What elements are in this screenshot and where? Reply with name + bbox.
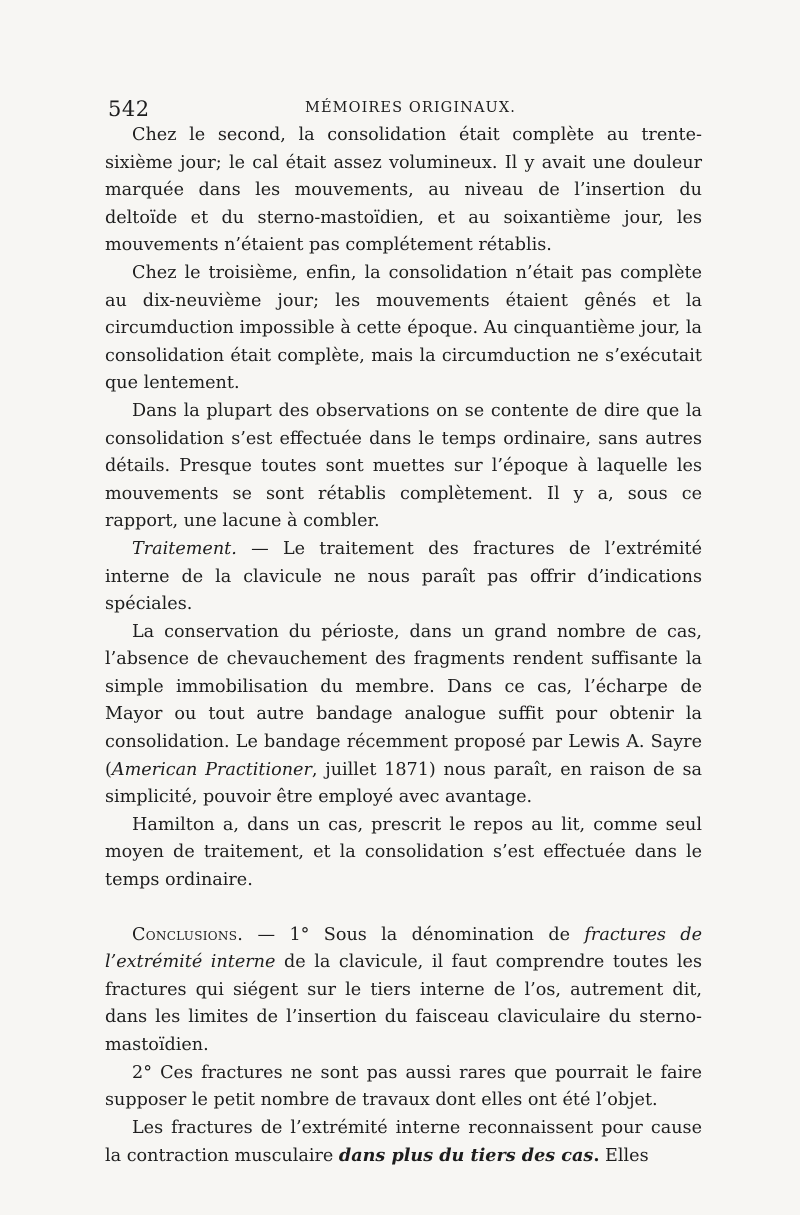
paragraph-conclusions (105, 922, 702, 1060)
paragraph-observations: Dans la plupart des observations on se contente de dire que la consolidation s’est effectuée dans le temps ordinaire, sans autres détails. Presque toutes sont muettes sur l’époque à laquelle les mouvements se sont rétablis complètement. Il y a, sous ce rapport, une lacune à combler. (105, 400, 702, 532)
paragraph-traitement-text: — Le traitement des fractures de l’extrémité interne de la clavicule ne nous paraît pas offrir d’indications spéciales. (105, 538, 702, 615)
emphasis-third-of-cases: dans plus du tiers des cas (338, 1145, 594, 1167)
paragraph-conclusion-3-text: Les fractures de l’extrémité interne reconnaissent pour cause la contraction musculaire (105, 1117, 702, 1167)
fracture-term: fractures de l’extrémité interne (105, 924, 702, 973)
paragraph-conclusion-2: 2° Ces fractures ne sont pas aussi rares que pourrait le faire supposer le petit nombre de travaux dont elles ont été l’objet. (105, 1062, 702, 1111)
running-head: MÉMOIRES ORIGINAUX. (305, 100, 516, 116)
body-text (105, 122, 702, 1171)
paragraph-third-case: Chez le troisième, enfin, la consolidation n’était pas complète au dix-neuvième jour; les mouvements étaient gênés et la circumduction impossible à cette époque. Au cinquantième jour, la consolidation était complète, mais la circumduction ne s’exécutait que lentement. (105, 262, 702, 394)
paragraph-conclusions-text-b: de la clavicule, il faut comprendre toutes les fractures qui siégent sur le tiers interne de l’os, autrement dit, dans les limites de l’insertion du faisceau claviculaire du sterno-mastoïdien. (105, 952, 702, 1055)
paragraph-conclusions-text-a: — 1° Sous la dénomination de (243, 924, 585, 945)
emphasis-period: . (593, 1145, 600, 1167)
page-number: 542 (108, 97, 150, 121)
paragraph-conclusion-3-tail: Elles (599, 1146, 649, 1167)
paragraph-second-case: Chez le second, la consolidation était complète au trente-sixième jour; le cal était assez volumineux. Il y avait une douleur marquée dans les mouvements, au niveau de l’insertion du deltoïde et du sterno-mastoïdien, et au soixantième jour, les mouvements n’étaient pas complétement rétablis. (105, 125, 702, 256)
paragraph-traitement (105, 536, 702, 619)
section-heading-conclusions: Conclusions. (132, 924, 244, 945)
section-heading-traitement: Traitement. (132, 538, 237, 559)
paragraph-hamilton: Hamilton a, dans un cas, prescrit le repos au lit, comme seul moyen de traitement, et la consolidation s’est effectuée dans le temps ordinaire. (105, 814, 702, 891)
paragraph-periosteum-text-b: , juillet 1871) nous paraît, en raison de sa simplicité, pouvoir être employé avec avantage. (105, 759, 702, 808)
paragraph-periosteum (105, 619, 702, 812)
paragraph-periosteum-text-a: La conservation du périoste, dans un grand nombre de cas, l’absence de chevauchement des fragments rendent suffisante la simple immobilisation du membre. Dans ce cas, l’écharpe de Mayor ou tout autre bandage analogue suffit pour obtenir la consolidation. Le bandage récemment proposé par Lewis A. Sayre ( (105, 621, 702, 780)
paragraph-conclusion-3 (105, 1115, 702, 1171)
journal-citation: American Practitioner (111, 759, 312, 780)
